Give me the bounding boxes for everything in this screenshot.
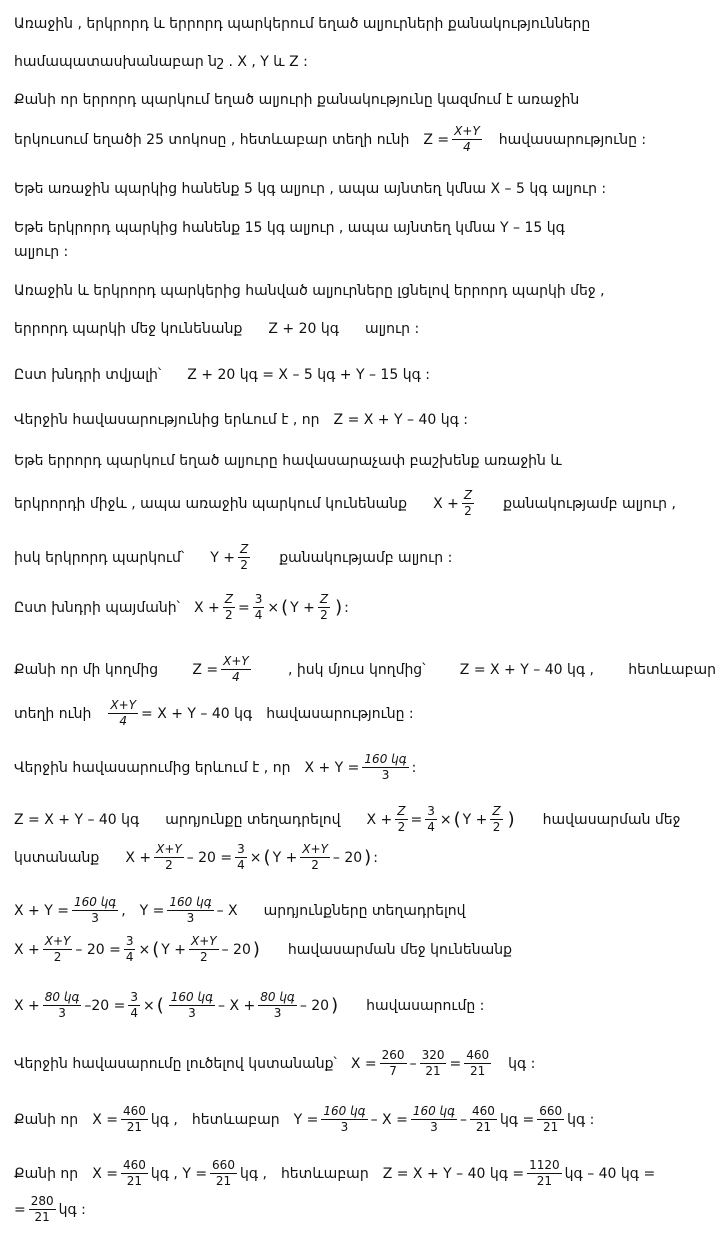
math-text: Z = X + Y – 40 կգ , — [459, 661, 594, 678]
math-text: = — [14, 1201, 26, 1218]
math-text: Y + — [272, 849, 298, 866]
paragraph-text: ալյուր : — [14, 244, 69, 260]
fraction-numerator: 460 — [122, 1104, 146, 1118]
text-line — [14, 412, 716, 428]
paragraph-text: հավասարությունը : — [266, 705, 414, 722]
fraction — [462, 488, 474, 519]
paragraph-text: Առաջին և երկրորդ պարկերից հանված ալյուրները լցնելով երրորդ պարկի մեջ , — [14, 283, 605, 299]
math-text: – X + — [218, 997, 256, 1014]
math-text: կգ , — [150, 1165, 178, 1182]
math-text: X + — [125, 849, 152, 866]
math-text: ( — [156, 995, 164, 1016]
paragraph-text: հավասարման մեջ — [542, 811, 681, 828]
text-line — [14, 1104, 716, 1135]
math-text: X = — [92, 1111, 118, 1128]
paragraph-text: երրորդ պարկի մեջ կունենանք — [14, 321, 243, 337]
paragraph-text: Եթե երկրորդ պարկից հանենք 15 կգ ալյուր , ապա այնտեղ կմնա Y – 15 կգ — [14, 220, 565, 236]
equation — [14, 1194, 86, 1225]
paragraph-text: ալյուր : — [364, 321, 420, 337]
fraction — [128, 990, 140, 1021]
fraction-numerator: 160 կգ — [412, 1104, 456, 1118]
math-text: Z = — [423, 131, 450, 148]
fraction — [235, 842, 247, 873]
math-text: կգ , — [239, 1165, 267, 1182]
text-line — [14, 124, 716, 155]
fraction — [223, 592, 235, 623]
fraction — [121, 1158, 148, 1189]
fraction-denominator: 2 — [464, 504, 472, 518]
fraction — [121, 1104, 148, 1135]
paragraph-text: հավասարումը : — [366, 997, 485, 1014]
paragraph-text: Եթե երրորդ պարկում եղած ալյուրը հավասարաչափ բաշխենք առաջին և — [14, 453, 562, 469]
fraction-numerator: Z — [224, 592, 233, 606]
equation — [14, 895, 238, 926]
fraction-denominator: 21 — [126, 1120, 143, 1134]
text-line — [14, 54, 716, 70]
math-text: : — [373, 849, 378, 866]
fraction — [189, 934, 219, 965]
paragraph-text: հետևաբար — [280, 1165, 369, 1182]
text-line — [14, 181, 716, 197]
paragraph-text: Քանի որ երրորդ պարկում եղած ալյուրի քանակությունը կազմում է առաջին — [14, 92, 580, 108]
paragraph-text: Վերջին հավասարությունից երևում է , որ — [14, 412, 320, 428]
math-text: Y + — [462, 811, 488, 828]
fraction-denominator: 4 — [427, 820, 435, 834]
fraction — [221, 654, 251, 685]
math-text: X = — [92, 1165, 118, 1182]
equation — [92, 1104, 178, 1135]
fraction-denominator: 2 — [240, 558, 248, 572]
text-line — [14, 592, 716, 623]
fraction — [169, 990, 215, 1021]
fraction-numerator: 280 — [30, 1194, 54, 1208]
math-text: = — [109, 941, 121, 958]
math-text: կգ – 40 կգ = — [564, 1165, 656, 1182]
fraction-denominator: 4 — [232, 670, 240, 684]
paragraph-text: հավասարությունը : — [498, 131, 647, 148]
math-text: Y + — [210, 549, 235, 566]
fraction — [452, 124, 482, 155]
math-text: ) — [331, 995, 339, 1016]
fraction-denominator: 3 — [186, 911, 195, 925]
math-text: X + — [366, 811, 393, 828]
fraction-denominator: 2 — [311, 858, 319, 872]
equation — [14, 990, 340, 1021]
math-text: – X — [216, 902, 238, 919]
fraction-numerator: Z — [397, 804, 406, 818]
fraction — [253, 592, 265, 623]
fraction-denominator: 3 — [340, 1120, 349, 1134]
math-text: կգ : — [58, 1201, 86, 1218]
fraction — [29, 1194, 56, 1225]
fraction — [380, 1048, 407, 1079]
fraction — [395, 804, 407, 835]
fraction-numerator: 460 — [122, 1158, 146, 1172]
math-text: ( — [281, 597, 289, 618]
paragraph-text: Առաջին , երկրորդ և երրորդ պարկերում եղած ալյուրների քանակությունները — [14, 16, 591, 32]
math-text: ( — [453, 809, 461, 830]
fraction — [420, 1048, 447, 1079]
fraction — [537, 1104, 564, 1135]
paragraph-text: հետևաբար — [628, 661, 716, 678]
paragraph-text: , իսկ մյուս կողմից՝ — [288, 661, 426, 678]
fraction-numerator: 160 կգ — [170, 990, 213, 1004]
fraction — [43, 934, 73, 965]
fraction — [490, 804, 502, 835]
paragraph-text: արդյունքները տեղադրելով — [263, 902, 466, 919]
equation — [351, 1048, 494, 1079]
math-text: , — [121, 902, 126, 919]
math-text: – 20 — [299, 997, 330, 1014]
text-line — [14, 698, 716, 729]
math-text: – — [460, 1111, 468, 1128]
math-text: –20 = — [84, 997, 126, 1014]
text-line — [14, 453, 716, 469]
math-text: X + Y = — [14, 902, 69, 919]
fraction — [318, 592, 330, 623]
text-line — [14, 990, 716, 1021]
paragraph-text: հետևաբար — [191, 1111, 280, 1128]
fraction — [124, 934, 136, 965]
fraction — [464, 1048, 491, 1079]
fraction-denominator: 21 — [536, 1174, 553, 1188]
fraction-numerator: Z — [319, 592, 329, 606]
fraction-numerator: Z — [463, 488, 473, 502]
fraction-denominator: 3 — [273, 1006, 282, 1020]
paragraph-text: Վերջին հավասարումից երևում է , որ — [14, 759, 291, 776]
equation — [125, 842, 378, 873]
math-text: Y + — [161, 941, 186, 958]
fraction-numerator: X+Y — [223, 654, 249, 668]
paragraph-text: արդյունքը տեղադրելով — [165, 811, 341, 828]
fraction-denominator: 2 — [320, 608, 328, 622]
paragraph-text: համապատասխանաբար նշ . X , Y և Z : — [14, 54, 308, 70]
math-text: Y = — [293, 1111, 319, 1128]
math-text: կգ = — [499, 1111, 535, 1128]
paragraph-text: տեղի ունի — [14, 705, 92, 722]
math-text: Z = X + Y – 40 կգ = — [382, 1165, 525, 1182]
fraction-denominator: 3 — [91, 911, 99, 925]
fraction — [258, 990, 297, 1021]
math-text: X + — [14, 997, 40, 1014]
fraction — [167, 895, 213, 926]
fraction-numerator: X+Y — [44, 934, 71, 948]
math-text: Y = — [139, 902, 165, 919]
fraction-numerator: 160 կգ — [364, 752, 407, 766]
math-text: X + — [193, 599, 220, 616]
fraction-denominator: 2 — [225, 608, 233, 622]
fraction — [210, 1158, 237, 1189]
math-text: ) — [507, 809, 515, 830]
text-line — [14, 804, 716, 835]
fraction-numerator: 1120 — [529, 1158, 560, 1172]
fraction-numerator: Z — [239, 542, 249, 556]
fraction-denominator: 21 — [34, 1210, 50, 1224]
math-text: Z = — [192, 661, 219, 678]
math-text: – X = — [370, 1111, 408, 1128]
fraction-numerator: 660 — [539, 1104, 563, 1118]
text-line — [14, 542, 716, 573]
equation — [210, 542, 253, 573]
fraction-numerator: 3 — [130, 990, 139, 1004]
fraction-denominator: 4 — [237, 858, 245, 872]
math-text: ) — [335, 597, 343, 618]
math-text: : — [344, 599, 349, 616]
equation — [294, 1104, 595, 1135]
paragraph-text: կգ : — [508, 1055, 536, 1072]
math-text: ) — [364, 847, 372, 868]
paragraph-text: Եթե առաջին պարկից հանենք 5 կգ ալյուր , ապա այնտեղ կմնա X – 5 կգ ալյուր : — [14, 181, 607, 197]
equation — [423, 124, 484, 155]
text-line — [14, 244, 716, 260]
equation — [194, 592, 349, 623]
fraction-denominator: 4 — [463, 140, 471, 154]
math-text: – 20 — [75, 941, 105, 958]
math-text: – 20 — [186, 849, 216, 866]
fraction-numerator: 160 կգ — [73, 895, 117, 909]
equation — [105, 698, 252, 729]
equation — [304, 752, 416, 783]
fraction-numerator: 3 — [427, 804, 435, 818]
paragraph-text: երկուսում եղածի 25 տոկոսը , հետևաբար տեղի ունի — [14, 131, 410, 148]
paragraph-text: Ըստ խնդրի տվյալի՝ — [14, 367, 162, 383]
fraction-denominator: 7 — [389, 1064, 397, 1078]
math-text: = — [220, 849, 233, 866]
math-text: ( — [263, 847, 271, 868]
fraction-denominator: 4 — [119, 714, 128, 728]
fraction-numerator: 460 — [466, 1048, 490, 1062]
fraction-numerator: 3 — [237, 842, 245, 856]
text-line — [14, 220, 716, 236]
math-text: ) — [252, 939, 260, 960]
math-text: Z + 20 կգ — [268, 321, 339, 337]
math-text: X + — [14, 941, 40, 958]
math-text: = — [237, 599, 250, 616]
fraction-numerator: 3 — [125, 934, 134, 948]
math-text: X + Y = — [304, 759, 360, 776]
math-text: Z + 20 կգ = X – 5 կգ + Y – 15 կգ : — [187, 367, 430, 383]
math-text: = — [449, 1055, 462, 1072]
paragraph-text: Քանի որ — [14, 1165, 79, 1182]
text-line — [14, 16, 716, 32]
math-text: = — [410, 811, 423, 828]
fraction — [300, 842, 330, 873]
math-text: × — [267, 599, 280, 616]
fraction — [154, 842, 184, 873]
fraction-numerator: X+Y — [190, 934, 217, 948]
fraction-denominator: 3 — [188, 1006, 196, 1020]
fraction — [108, 698, 138, 729]
fraction-numerator: 260 — [381, 1048, 405, 1062]
math-text: Z = X + Y – 40 կգ : — [333, 412, 468, 428]
math-text: × — [138, 941, 151, 958]
fraction-denominator: 21 — [475, 1120, 492, 1134]
fraction-denominator: 4 — [125, 950, 134, 964]
fraction-numerator: 160 կգ — [169, 895, 212, 909]
math-text: կգ , — [150, 1111, 178, 1128]
math-text: Y = — [182, 1165, 208, 1182]
fraction-numerator: 160 կգ — [323, 1104, 366, 1118]
fraction — [72, 895, 118, 926]
fraction-numerator: 460 — [472, 1104, 495, 1118]
fraction-denominator: 4 — [254, 608, 263, 622]
math-text: ( — [152, 939, 160, 960]
equation — [367, 804, 517, 835]
fraction — [527, 1158, 562, 1189]
text-line — [14, 1158, 716, 1189]
fraction-denominator: 21 — [425, 1064, 441, 1078]
text-line — [14, 367, 716, 383]
math-text: = X + Y – 40 կգ — [141, 705, 253, 722]
text-line — [14, 283, 716, 299]
paragraph-text: հավասարման մեջ կունենանք — [287, 941, 513, 958]
fraction-numerator: 80 կգ — [44, 990, 80, 1004]
paragraph-text: քանակությամբ ալյուր , — [503, 495, 676, 512]
fraction-numerator: 80 կգ — [260, 990, 295, 1004]
text-line — [14, 842, 716, 873]
fraction-denominator: 21 — [215, 1174, 232, 1188]
paragraph-text: իսկ երկրորդ պարկում՝ — [14, 549, 185, 566]
paragraph-text: երկրորդի միջև , ապա առաջին պարկում կունենանք — [14, 495, 408, 512]
equation — [192, 654, 253, 685]
math-text: X = — [350, 1055, 377, 1072]
math-text: × — [143, 997, 155, 1014]
paragraph-text: կստանանք — [14, 849, 100, 866]
paragraph-text: Քանի որ մի կողմից — [14, 661, 159, 678]
math-text: – 20 — [332, 849, 363, 866]
fraction-denominator: 3 — [430, 1120, 438, 1134]
text-line — [14, 1194, 716, 1225]
fraction-denominator: 3 — [381, 768, 390, 782]
equation — [92, 1158, 267, 1189]
fraction — [321, 1104, 367, 1135]
equation — [433, 488, 477, 519]
fraction-denominator: 21 — [543, 1120, 559, 1134]
fraction — [238, 542, 250, 573]
paragraph-text: քանակությամբ ալյուր : — [279, 549, 453, 566]
text-line — [14, 488, 716, 519]
paragraph-text: Քանի որ — [14, 1111, 79, 1128]
fraction-numerator: Z — [492, 804, 501, 818]
fraction — [43, 990, 82, 1021]
fraction — [425, 804, 437, 835]
paragraph-text: Վերջին հավասարումը լուծելով կստանանք՝ — [14, 1055, 337, 1072]
math-text: × — [249, 849, 262, 866]
math-text: կգ : — [567, 1111, 595, 1128]
fraction-numerator: X+Y — [302, 842, 328, 856]
fraction-denominator: 2 — [53, 950, 62, 964]
fraction-denominator: 2 — [397, 820, 406, 834]
math-text: Y + — [290, 599, 315, 616]
fraction-numerator: 3 — [254, 592, 263, 606]
math-text: X + — [433, 495, 459, 512]
fraction-denominator: 2 — [199, 950, 208, 964]
fraction — [470, 1104, 497, 1135]
text-line — [14, 92, 716, 108]
fraction-numerator: 320 — [421, 1048, 445, 1062]
fraction-denominator: 3 — [58, 1006, 66, 1020]
fraction-numerator: X+Y — [454, 124, 480, 138]
math-text: – 20 — [221, 941, 251, 958]
text-line — [14, 1048, 716, 1079]
text-line — [14, 895, 716, 926]
math-text: × — [439, 811, 452, 828]
math-text: – — [409, 1055, 417, 1072]
fraction — [362, 752, 408, 783]
fraction — [411, 1104, 457, 1135]
math-text: : — [411, 759, 417, 776]
fraction-numerator: X+Y — [110, 698, 137, 712]
text-line — [14, 752, 716, 783]
fraction-denominator: 2 — [492, 820, 501, 834]
fraction-denominator: 21 — [126, 1174, 143, 1188]
paragraph-text: Ըստ խնդրի պայմանի՝ — [14, 599, 180, 616]
equation — [14, 934, 262, 965]
fraction-numerator: 660 — [212, 1158, 235, 1172]
equation — [383, 1158, 655, 1189]
text-line — [14, 654, 716, 685]
text-line — [14, 934, 716, 965]
text-line — [14, 321, 716, 337]
fraction-denominator: 2 — [165, 858, 173, 872]
math-text: Z = X + Y – 40 կգ — [14, 811, 140, 828]
fraction-denominator: 21 — [470, 1064, 486, 1078]
fraction-denominator: 4 — [130, 1006, 139, 1020]
fraction-numerator: X+Y — [156, 842, 182, 856]
